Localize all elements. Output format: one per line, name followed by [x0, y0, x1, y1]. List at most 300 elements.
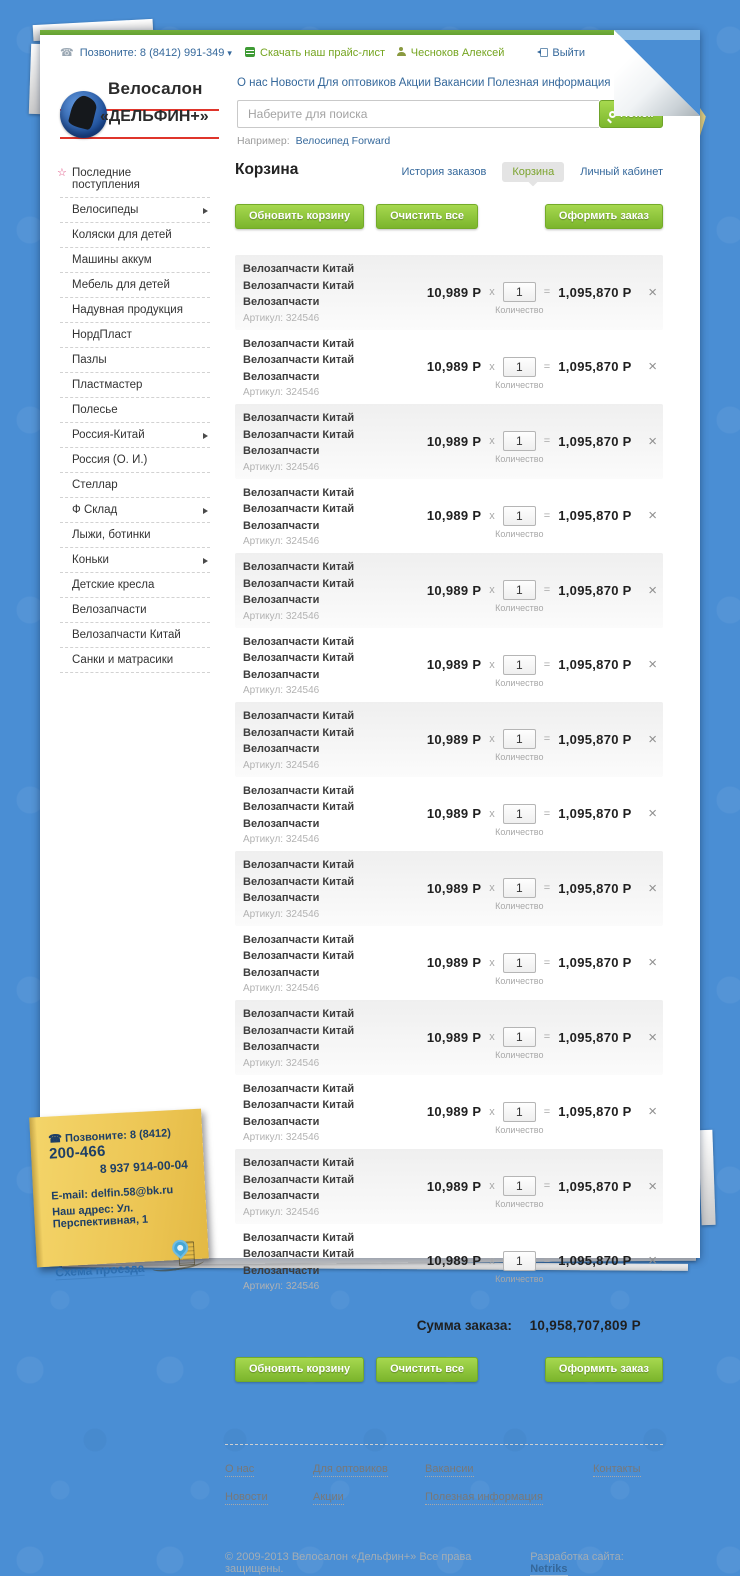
nav-item[interactable] — [270, 77, 315, 89]
product-name[interactable]: Велозапчасти Китай Велозапчасти Китай Велозапчасти — [243, 1008, 355, 1053]
phone-icon: ☎ — [48, 1132, 63, 1146]
nav-link[interactable]: Полезная информация — [487, 77, 611, 89]
sidebar-item[interactable] — [60, 598, 210, 623]
cart-row — [235, 628, 663, 703]
quantity-wrap — [495, 878, 544, 912]
note-phone-secondary: 8 937 914-00-04 — [99, 1157, 189, 1176]
sidebar-item[interactable] — [60, 398, 210, 423]
phone-icon: ☎ — [60, 47, 74, 59]
account-tabs — [402, 162, 663, 182]
price-cluster — [419, 953, 657, 986]
cart-row — [235, 553, 663, 628]
product-info — [243, 485, 419, 548]
product-sku: Артикул: 324546 — [243, 1206, 320, 1218]
remove-item-icon[interactable]: × — [648, 954, 657, 972]
sidebar-item-label: Стеллар — [72, 479, 118, 491]
phone-label: Позвоните: — [79, 47, 137, 59]
equals-sign: = — [543, 1031, 551, 1044]
cart-row — [235, 330, 663, 405]
quantity-label: Количество — [495, 677, 544, 688]
nav-link[interactable]: Вакансии — [433, 77, 485, 89]
credits-label: Разработка сайта: — [530, 1551, 624, 1563]
phone-number: 8 (8412) 991-349 — [139, 47, 225, 59]
quantity-input[interactable] — [503, 282, 536, 302]
footer-link[interactable]: Полезная информация — [425, 1491, 543, 1503]
sidebar-item[interactable] — [60, 623, 210, 648]
equals-sign: = — [543, 360, 551, 373]
nav-link[interactable]: О нас — [237, 77, 268, 89]
cart-row — [235, 1224, 663, 1299]
sidebar-item[interactable] — [60, 473, 210, 498]
product-name[interactable]: Велозапчасти Китай Велозапчасти Китай Велозапчасти — [243, 412, 355, 457]
tab-personal-account[interactable]: Личный кабинет — [580, 166, 663, 178]
chevron-right-icon — [203, 433, 208, 439]
multiply-sign: x — [489, 658, 495, 671]
example-label: Например: — [237, 135, 290, 147]
remove-item-icon[interactable]: × — [648, 730, 657, 748]
pricelist-link[interactable] — [245, 47, 397, 59]
topbar-phone[interactable] — [60, 46, 245, 59]
footer-inner — [225, 1444, 663, 1575]
note-address: Наш адрес: Ул. Перспективная, 1 — [51, 1202, 149, 1231]
equals-sign: = — [543, 1180, 551, 1193]
nav-item[interactable] — [237, 77, 268, 89]
product-name[interactable]: Велозапчасти Китай Велозапчасти Китай Велозапчасти — [243, 263, 355, 308]
remove-item-icon[interactable]: × — [648, 1177, 657, 1195]
cart-row — [235, 926, 663, 1001]
product-sku: Артикул: 324546 — [243, 312, 320, 324]
sidebar-item[interactable] — [60, 648, 210, 673]
sidebar-item-label: Детские кресла — [72, 579, 155, 591]
example-link[interactable]: Велосипед Forward — [295, 135, 391, 147]
sidebar-item[interactable] — [60, 273, 210, 298]
quantity-input[interactable] — [503, 580, 536, 600]
copyright-text: © 2009-2013 Велосалон «Дельфин+» Все права защищены. — [225, 1551, 472, 1575]
nav-link[interactable]: Новости — [270, 77, 315, 89]
product-sku: Артикул: 324546 — [243, 461, 320, 473]
product-name[interactable]: Велозапчасти Китай Велозапчасти Китай Велозапчасти — [243, 859, 355, 904]
remove-item-icon[interactable]: × — [648, 1252, 657, 1270]
logo-text — [100, 79, 225, 126]
quantity-label: Количество — [495, 454, 544, 465]
multiply-sign: x — [489, 733, 495, 746]
quantity-label: Количество — [495, 305, 544, 316]
credits-link[interactable]: Netriks — [530, 1563, 568, 1575]
nav-item[interactable] — [434, 77, 485, 89]
sidebar-item-label: Велозапчасти Китай — [72, 629, 181, 641]
sum-label: Сумма заказа: — [416, 1318, 512, 1333]
sidebar-item[interactable] — [60, 298, 210, 323]
star-icon: ☆ — [57, 167, 67, 179]
nav-item[interactable] — [487, 77, 610, 89]
equals-sign: = — [543, 1105, 551, 1118]
product-name[interactable]: Велозапчасти Китай Велозапчасти Китай Велозапчасти — [243, 1082, 355, 1128]
equals-sign: = — [543, 435, 551, 448]
chevron-right-icon — [203, 558, 208, 564]
product-info — [243, 708, 419, 771]
contact-sticky-note — [29, 1109, 209, 1280]
line-total: 1,095,870 Р — [558, 955, 632, 971]
nav-item[interactable] — [318, 77, 396, 89]
quantity-wrap — [495, 655, 544, 688]
product-sku: Артикул: 324546 — [243, 1132, 320, 1143]
footer-link[interactable]: Контакты — [593, 1463, 641, 1475]
equals-sign: = — [543, 956, 551, 969]
quantity-label: Количество — [495, 975, 544, 986]
multiply-sign: x — [489, 1180, 495, 1193]
multiply-sign: x — [489, 1105, 495, 1118]
price-cluster — [419, 729, 657, 763]
site-logo[interactable] — [60, 75, 225, 147]
product-info — [243, 410, 419, 473]
topbar — [40, 35, 700, 59]
map-pin-illustration — [143, 1239, 200, 1276]
product-name[interactable]: Велозапчасти Китай Велозапчасти Китай Велозапчасти — [243, 486, 355, 532]
sidebar-item[interactable] — [60, 498, 210, 523]
product-sku: Артикул: 324546 — [243, 536, 320, 547]
line-total: 1,095,870 Р — [558, 508, 632, 524]
price-cluster — [419, 1102, 657, 1135]
order-sum-row — [235, 1318, 663, 1333]
sidebar-item[interactable] — [60, 348, 210, 373]
line-total: 1,095,870 Р — [558, 433, 632, 449]
product-info — [243, 1155, 419, 1218]
line-total: 1,095,870 Р — [558, 1029, 632, 1045]
sidebar-item[interactable] — [60, 373, 210, 398]
unit-price: 10,989 Р — [426, 1029, 482, 1045]
unit-price: 10,989 Р — [426, 582, 482, 598]
quantity-wrap — [495, 1176, 544, 1210]
multiply-sign: x — [489, 435, 495, 448]
footer-link-item[interactable] — [225, 1491, 313, 1503]
sidebar-item[interactable] — [60, 198, 210, 223]
product-info — [243, 261, 419, 324]
header-right — [237, 75, 663, 147]
sidebar-item-label: Мебель для детей — [72, 279, 170, 291]
multiply-sign: x — [489, 1254, 495, 1267]
unit-price: 10,989 Р — [426, 880, 482, 896]
logout-label: Выйти — [552, 46, 585, 59]
chevron-right-icon — [203, 208, 208, 214]
sidebar-item-label: Машины аккум — [72, 254, 152, 266]
paper-sheet-edge — [698, 1130, 715, 1225]
header — [40, 59, 700, 147]
logo-line2: «ДЕЛЬФИН+» — [100, 108, 209, 125]
page-title: Корзина — [235, 161, 299, 178]
multiply-sign: x — [489, 882, 495, 895]
product-info — [243, 783, 419, 846]
line-total: 1,095,870 Р — [558, 806, 632, 822]
product-name[interactable]: Велозапчасти Китай Велозапчасти Китай Велозапчасти — [243, 710, 355, 755]
remove-item-icon[interactable]: × — [648, 507, 657, 525]
footer-link[interactable]: Новости — [225, 1491, 268, 1503]
product-name[interactable]: Велозапчасти Китай Велозапчасти Китай Велозапчасти — [243, 337, 355, 383]
quantity-wrap — [495, 1251, 544, 1284]
multiply-sign: x — [489, 807, 495, 820]
multiply-sign: x — [489, 956, 495, 969]
equals-sign: = — [543, 807, 551, 820]
unit-price: 10,989 Р — [426, 731, 482, 747]
sidebar-item[interactable] — [60, 548, 210, 573]
product-name[interactable]: Велозапчасти Китай Велозапчасти Китай Велозапчасти — [243, 784, 355, 830]
product-sku: Артикул: 324546 — [243, 983, 320, 994]
footer-link-item[interactable] — [425, 1491, 593, 1503]
product-sku: Артикул: 324546 — [243, 1281, 320, 1292]
quantity-label: Количество — [495, 379, 544, 390]
cart-toolbar-top — [235, 204, 663, 229]
equals-sign: = — [543, 882, 551, 895]
note-phone-prefix: Позвоните: 8 (8412) — [64, 1127, 172, 1145]
quantity-input[interactable] — [503, 1027, 536, 1047]
spacer — [478, 204, 545, 229]
cart-row — [235, 1149, 663, 1224]
equals-sign: = — [543, 658, 551, 671]
product-name[interactable]: Велозапчасти Китай Велозапчасти Китай Велозапчасти — [243, 933, 355, 979]
price-cluster — [419, 804, 657, 837]
search-bar — [237, 100, 663, 128]
footer-link-item[interactable] — [225, 1463, 313, 1475]
sidebar-item-label: Россия-Китай — [72, 429, 145, 441]
unit-price: 10,989 Р — [426, 806, 482, 822]
sidebar-item-label: Велозапчасти — [72, 604, 147, 616]
equals-sign: = — [543, 584, 551, 597]
product-sku: Артикул: 324546 — [243, 908, 320, 920]
line-total: 1,095,870 Р — [558, 1253, 632, 1269]
quantity-label: Количество — [495, 1273, 544, 1284]
multiply-sign: x — [489, 286, 495, 299]
sidebar-item-label: Коляски для детей — [72, 229, 172, 241]
unit-price: 10,989 Р — [426, 433, 482, 449]
checkout-button[interactable]: Оформить заказ — [545, 1357, 663, 1382]
cart-row — [235, 255, 663, 330]
line-total: 1,095,870 Р — [558, 284, 632, 300]
quantity-wrap — [495, 506, 544, 539]
remove-item-icon[interactable]: × — [648, 805, 657, 823]
product-info — [243, 336, 419, 399]
cart-row — [235, 1000, 663, 1075]
quantity-input[interactable] — [503, 729, 536, 749]
clear-all-button[interactable]: Очистить все — [376, 1357, 478, 1382]
quantity-label: Количество — [495, 1050, 544, 1061]
line-total: 1,095,870 Р — [558, 359, 632, 375]
sidebar-item-label: Лыжи, ботинки — [72, 529, 151, 541]
quantity-wrap — [495, 1027, 544, 1061]
remove-item-icon[interactable]: × — [648, 1103, 657, 1121]
quantity-input[interactable] — [503, 506, 536, 526]
product-sku: Артикул: 324546 — [243, 387, 320, 398]
copyright-row — [225, 1551, 663, 1575]
logout-link[interactable] — [540, 47, 585, 59]
product-name[interactable]: Велозапчасти Китай Велозапчасти Китай Велозапчасти — [243, 1231, 355, 1277]
unit-price: 10,989 Р — [426, 359, 482, 375]
quantity-input[interactable] — [503, 357, 536, 377]
multiply-sign: x — [489, 584, 495, 597]
price-cluster — [419, 506, 657, 539]
footer-link-item[interactable] — [593, 1463, 663, 1475]
price-cluster — [419, 655, 657, 688]
sidebar-item[interactable] — [60, 248, 210, 273]
line-total: 1,095,870 Р — [558, 880, 632, 896]
cart-row — [235, 404, 663, 479]
footer — [60, 1444, 663, 1575]
title-row — [235, 161, 663, 182]
sidebar-item-label: Пазлы — [72, 354, 107, 366]
chevron-down-icon: ▾ — [227, 48, 232, 58]
footer-link-item[interactable] — [313, 1491, 425, 1503]
price-cluster — [419, 357, 657, 390]
pricelist-label: Скачать наш прайс-лист — [260, 46, 385, 59]
product-sku: Артикул: 324546 — [243, 759, 320, 771]
footer-link[interactable]: Вакансии — [425, 1463, 474, 1475]
excel-icon — [245, 47, 255, 57]
note-phone-line — [48, 1125, 193, 1162]
remove-item-icon[interactable]: × — [648, 1028, 657, 1046]
search-input[interactable] — [237, 100, 599, 128]
footer-link[interactable]: О нас — [225, 1463, 255, 1475]
user-account-link[interactable] — [397, 47, 505, 59]
price-cluster — [419, 580, 657, 614]
product-info — [243, 1006, 419, 1069]
unit-price: 10,989 Р — [426, 657, 482, 673]
sidebar-item[interactable] — [60, 323, 210, 348]
multiply-sign: x — [489, 1031, 495, 1044]
unit-price: 10,989 Р — [426, 955, 482, 971]
quantity-input[interactable] — [503, 1251, 536, 1271]
cart-row — [235, 479, 663, 554]
sum-value: 10,958,707,809 Р — [529, 1318, 641, 1333]
quantity-label: Количество — [495, 826, 544, 837]
line-total: 1,095,870 Р — [558, 657, 632, 673]
product-info — [243, 857, 419, 920]
sidebar-item[interactable] — [60, 523, 210, 548]
sidebar-item-label: Полесье — [72, 404, 118, 416]
quantity-wrap — [495, 282, 544, 316]
user-icon — [397, 47, 406, 56]
tab-cart[interactable]: Корзина — [502, 162, 564, 182]
product-sku: Артикул: 324546 — [243, 685, 320, 696]
sidebar-item[interactable] — [60, 423, 210, 448]
multiply-sign: x — [489, 509, 495, 522]
sidebar-item-label: Велосипеды — [72, 204, 139, 216]
product-info — [243, 932, 419, 995]
multiply-sign: x — [489, 360, 495, 373]
product-sku: Артикул: 324546 — [243, 1057, 320, 1069]
remove-item-icon[interactable]: × — [648, 358, 657, 376]
quantity-wrap — [495, 1102, 544, 1135]
user-name: Чесноков Алексей — [410, 46, 505, 59]
price-cluster — [419, 1176, 657, 1210]
quantity-wrap — [495, 431, 544, 465]
line-total: 1,095,870 Р — [558, 1178, 632, 1194]
line-total: 1,095,870 Р — [558, 1104, 632, 1120]
quantity-label: Количество — [495, 752, 544, 763]
clear-all-button[interactable]: Очистить все — [376, 204, 478, 229]
quantity-label: Количество — [495, 1199, 544, 1210]
product-info — [243, 559, 419, 622]
equals-sign: = — [543, 509, 551, 522]
quantity-label: Количество — [495, 528, 544, 539]
cart-items-list — [235, 255, 663, 1298]
checkout-button[interactable]: Оформить заказ — [545, 204, 663, 229]
logo-line1: Велосалон — [108, 79, 203, 98]
quantity-input[interactable] — [503, 1102, 536, 1122]
product-info — [243, 634, 419, 697]
quantity-wrap — [495, 729, 544, 763]
product-sku: Артикул: 324546 — [243, 834, 320, 845]
sidebar-item[interactable] — [57, 161, 210, 198]
remove-item-icon[interactable]: × — [648, 283, 657, 301]
product-name[interactable]: Велозапчасти Китай Велозапчасти Китай Велозапчасти — [243, 635, 355, 681]
cart-toolbar-bottom — [235, 1357, 663, 1382]
sidebar-item-label: Россия (О. И.) — [72, 454, 148, 466]
remove-item-icon[interactable]: × — [648, 581, 657, 599]
update-cart-button[interactable]: Обновить корзину — [235, 204, 364, 229]
footer-link[interactable]: Для оптовиков — [313, 1463, 388, 1475]
tab-order-history[interactable]: История заказов — [401, 166, 487, 178]
chevron-right-icon — [203, 508, 208, 514]
update-cart-button[interactable]: Обновить корзину — [235, 1357, 364, 1382]
line-total: 1,095,870 Р — [558, 731, 632, 747]
product-info — [243, 1081, 419, 1144]
footer-links — [225, 1463, 663, 1503]
product-name[interactable]: Велозапчасти Китай Велозапчасти Китай Велозапчасти — [243, 1157, 355, 1202]
quantity-wrap — [495, 953, 544, 986]
main-nav — [237, 77, 663, 89]
footer-link[interactable]: Акции — [313, 1491, 344, 1503]
nav-link[interactable]: Акции — [398, 77, 431, 89]
quantity-input[interactable] — [503, 953, 536, 973]
credits — [530, 1551, 663, 1575]
spacer — [478, 1357, 545, 1382]
remove-item-icon[interactable]: × — [648, 656, 657, 674]
remove-item-icon[interactable]: × — [648, 432, 657, 450]
cart-row — [235, 777, 663, 852]
sidebar-item-label: Санки и матрасики — [72, 654, 174, 666]
equals-sign: = — [543, 1254, 551, 1267]
nav-link[interactable]: Для оптовиков — [317, 77, 397, 89]
cart-row — [235, 851, 663, 926]
quantity-input[interactable] — [503, 878, 536, 898]
footer-link-item[interactable] — [425, 1463, 593, 1475]
map-directions-link[interactable]: Схема проезда — [54, 1260, 145, 1280]
sidebar-item[interactable] — [60, 223, 210, 248]
quantity-input[interactable] — [503, 1176, 536, 1196]
quantity-wrap — [495, 804, 544, 837]
quantity-input[interactable] — [503, 431, 536, 451]
search-example — [237, 135, 663, 147]
product-sku: Артикул: 324546 — [243, 610, 320, 622]
sidebar-item[interactable] — [60, 448, 210, 473]
sidebar-item-label: Коньки — [72, 554, 109, 566]
remove-item-icon[interactable]: × — [648, 879, 657, 897]
unit-price: 10,989 Р — [426, 508, 482, 524]
price-cluster — [419, 1251, 657, 1284]
quantity-input[interactable] — [503, 804, 536, 824]
quantity-input[interactable] — [503, 655, 536, 675]
equals-sign: = — [543, 286, 551, 299]
product-name[interactable]: Велозапчасти Китай Велозапчасти Китай Велозапчасти — [243, 561, 355, 606]
sidebar-item-label: Надувная продукция — [72, 304, 183, 316]
unit-price: 10,989 Р — [426, 1104, 482, 1120]
unit-price: 10,989 Р — [426, 1178, 482, 1194]
nav-item[interactable] — [399, 77, 431, 89]
logout-icon — [540, 48, 548, 57]
note-phone-main: 200-466 — [48, 1142, 106, 1163]
product-info — [243, 1230, 419, 1293]
cart-row — [235, 702, 663, 777]
footer-link-item[interactable] — [313, 1463, 425, 1475]
sidebar-item[interactable] — [60, 573, 210, 598]
